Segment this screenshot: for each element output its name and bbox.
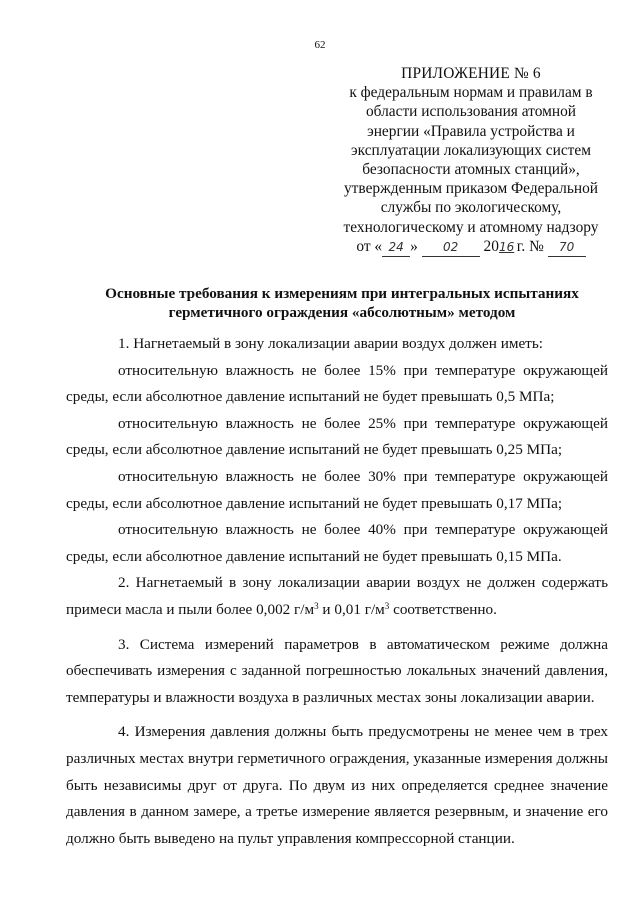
order-year-prefix: 20	[483, 237, 499, 255]
appendix-line: безопасности атомных станций»,	[362, 161, 580, 179]
paragraph-2-text-a: примеси масла и пыли более 0,002 г/м	[66, 600, 315, 618]
paragraph-1a-line2: среды, если абсолютное давление испытаний не будет превышать 0,5 МПа;	[66, 388, 555, 406]
page-number: 62	[314, 39, 326, 51]
order-date-line	[336, 237, 606, 257]
section-heading-line: герметичного ограждения «абсолютным» методом	[168, 304, 516, 321]
superscript-3: 3	[314, 600, 319, 611]
paragraph-1b-line1: относительную влажность не более 25% при температуре окружающей	[118, 414, 608, 432]
order-number-handwritten: 70	[548, 240, 586, 257]
order-day-handwritten: 24	[382, 240, 410, 257]
order-year-handwritten: 16	[498, 239, 515, 254]
paragraph-3: 3. Система измерений параметров в автоматическом режиме должна обеспечивать измерения с заданной погрешностью локальных значений давления, температуры и влажности воздуха в различных местах зоны локализации аварии.	[66, 635, 608, 706]
paragraph-1c-line1: относительную влажность не более 30% при температуре окружающей	[118, 467, 608, 485]
appendix-line: эксплуатации локализующих систем	[351, 141, 591, 159]
appendix-header	[336, 64, 606, 257]
appendix-line: утвержденным приказом Федеральной	[343, 180, 599, 198]
appendix-line: технологическому и атомному надзору	[343, 218, 599, 236]
appendix-line: службы по экологическому,	[380, 199, 562, 217]
paragraph-2-line2	[66, 597, 608, 624]
paragraph-1b-line2: среды, если абсолютное давление испытаний не будет превышать 0,25 МПа;	[66, 441, 563, 459]
order-month-handwritten: 02	[422, 240, 480, 257]
paragraph-1-intro: 1. Нагнетаемый в зону локализации аварии воздух должен иметь:	[118, 335, 543, 352]
order-close-quote: »	[410, 237, 418, 255]
paragraph-2-line1: 2. Нагнетаемый в зону локализации аварии воздух не должен содержать	[118, 574, 608, 592]
section-heading-line: Основные требования к измерениям при интегральных испытаниях	[105, 285, 579, 302]
paragraph-1d-line1: относительную влажность не более 40% при температуре окружающей	[118, 521, 608, 539]
order-year-word: г. №	[516, 237, 544, 255]
paragraph-1c-line2: среды, если абсолютное давление испытаний не будет превышать 0,17 МПа;	[66, 494, 563, 512]
paragraph-2-text-c: соответственно.	[389, 600, 497, 618]
appendix-line: к федеральным нормам и правилам в	[349, 84, 593, 102]
superscript-3: 3	[384, 600, 390, 611]
section-heading	[66, 284, 618, 322]
paragraph-1d-line2: среды, если абсолютное давление испытаний не будет превышать 0,15 МПа.	[66, 547, 562, 565]
appendix-line: области использования атомной	[365, 103, 577, 121]
order-from-label: от «	[356, 237, 383, 255]
appendix-line: энергии «Правила устройства и	[367, 122, 575, 140]
appendix-title: ПРИЛОЖЕНИЕ № 6	[401, 65, 541, 82]
document-body	[66, 331, 608, 852]
paragraph-1a-line1: относительную влажность не более 15% при температуре окружающей	[118, 361, 608, 379]
paragraph-4: 4. Измерения давления должны быть предусмотрены не менее чем в трех различных местах внутри герметичного ограждения, указанные измерения должны быть независимы друг от друга. По двум из них определяется среднее значение давления в данном замере, а третье измерение является резервным, и значение его должно быть выведено на пульт управления компрессорной станции.	[66, 723, 608, 847]
paragraph-2-text-b: и 0,01 г/м	[318, 600, 385, 618]
